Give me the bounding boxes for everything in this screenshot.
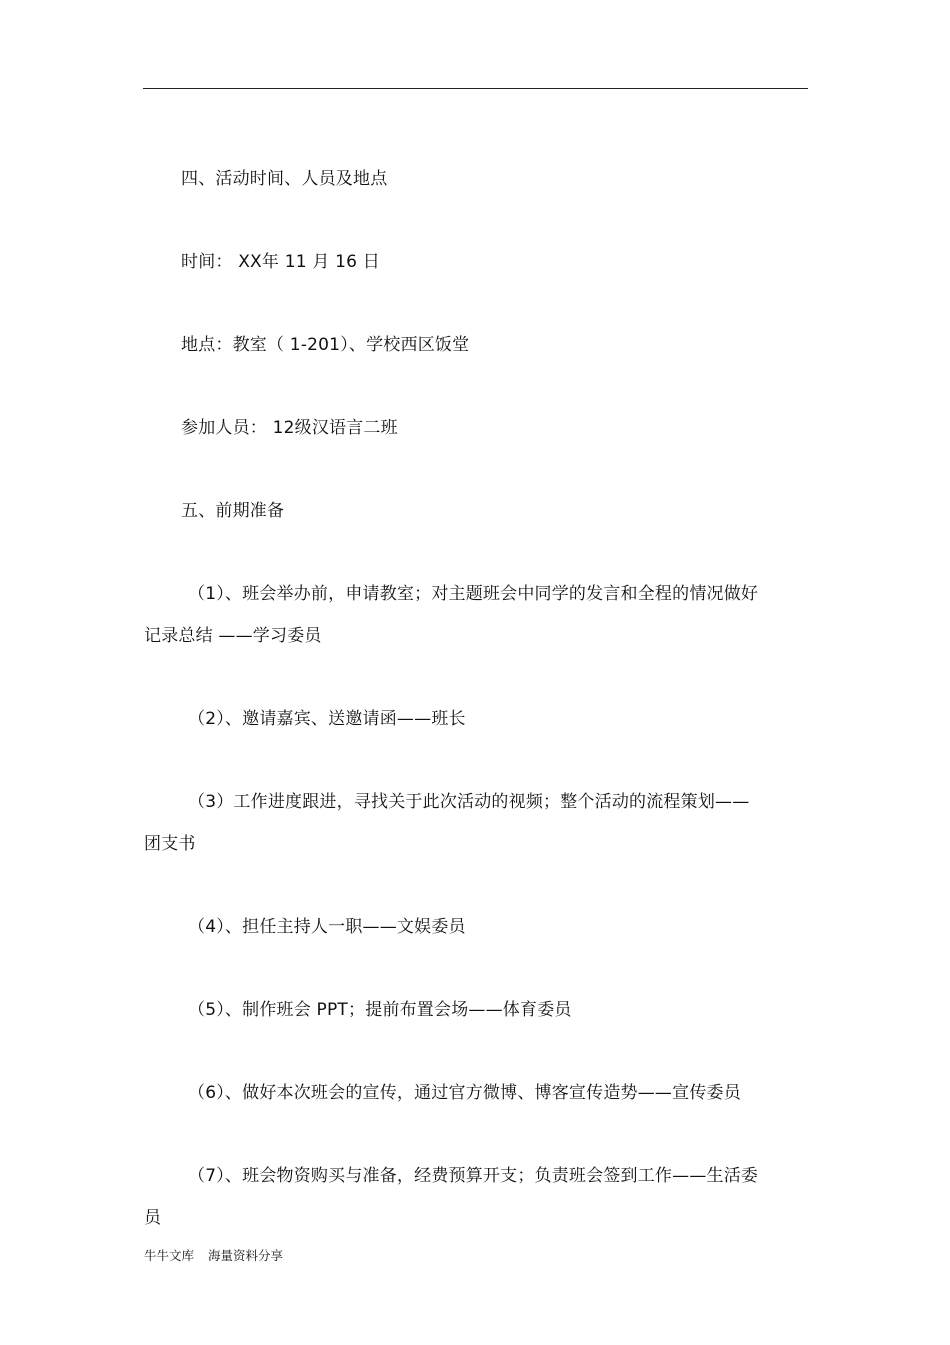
prep-item-2: （2）、邀请嘉宾、送邀请函——班长: [188, 709, 466, 729]
section-heading-5: 五、前期准备: [181, 501, 285, 521]
footer-slogan: 海量资料分享: [208, 1248, 284, 1263]
prep-item-6: （6）、做好本次班会的宣传，通过官方微博、博客宣传造势——宣传委员: [188, 1083, 741, 1103]
prep-item-1-line-2: 记录总结 ——学习委员: [144, 626, 322, 646]
section-heading-4: 四、活动时间、人员及地点: [181, 169, 388, 189]
prep-item-7-line-1: （7）、班会物资购买与准备，经费预算开支；负责班会签到工作——生活委: [188, 1166, 759, 1186]
activity-place: 地点：教室（ 1-201）、学校西区饭堂: [181, 335, 470, 355]
page-footer: [144, 1248, 283, 1264]
activity-time: 时间： XX年 11 月 16 日: [181, 252, 380, 272]
prep-item-4: （4）、担任主持人一职——文娱委员: [188, 917, 466, 937]
prep-item-1-line-1: （1）、班会举办前，申请教室；对主题班会中同学的发言和全程的情况做好: [188, 584, 759, 604]
participants: 参加人员： 12级汉语言二班: [181, 418, 398, 438]
prep-item-3-line-2: 团支书: [144, 834, 196, 854]
prep-item-5: （5）、制作班会 PPT；提前布置会场——体育委员: [188, 1000, 572, 1020]
footer-brand: 牛牛文库: [144, 1248, 195, 1263]
prep-item-3-line-1: （3）工作进度跟进，寻找关于此次活动的视频；整个活动的流程策划——: [188, 792, 750, 812]
prep-item-7-line-2: 员: [144, 1208, 162, 1228]
header-rule: [143, 88, 808, 89]
